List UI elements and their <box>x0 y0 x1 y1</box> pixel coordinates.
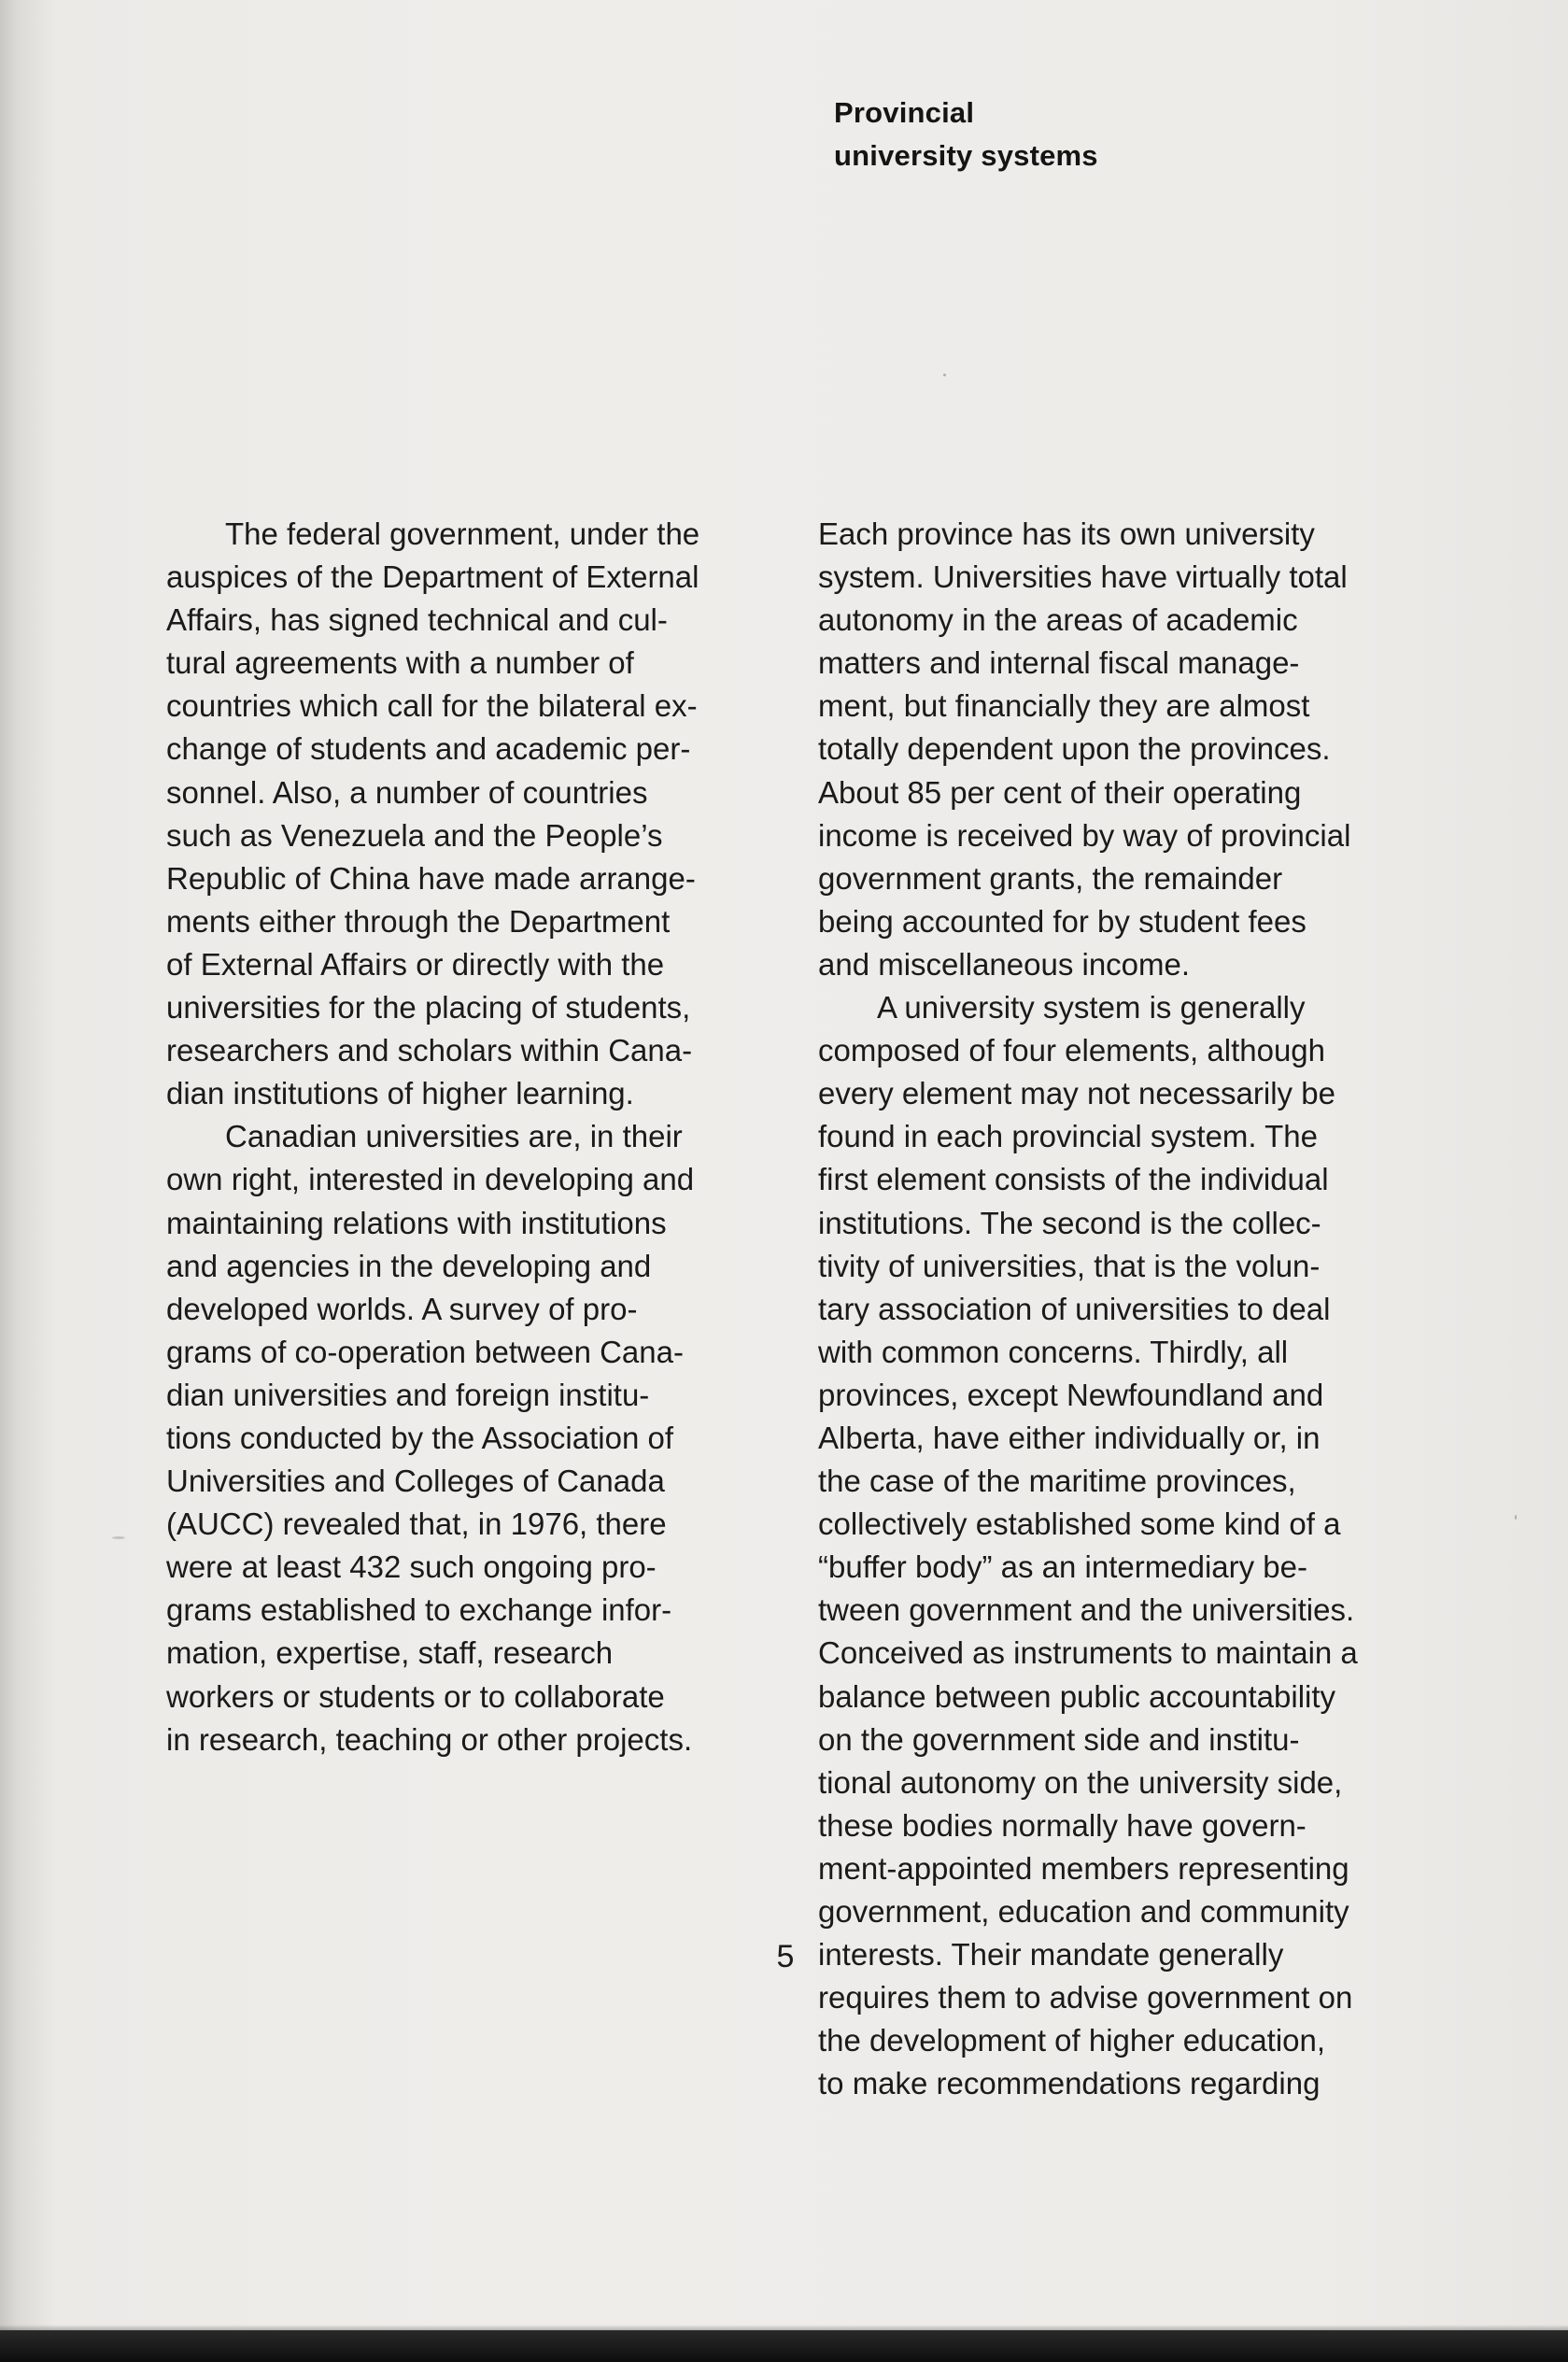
text-line: Universities and Colleges of Canada <box>166 1464 665 1499</box>
text-line: autonomy in the areas of academic <box>818 602 1298 638</box>
text-line: own right, interested in developing and <box>166 1162 695 1197</box>
text-line: composed of four elements, although <box>818 1033 1326 1068</box>
text-line: to make recommendations regarding <box>818 2066 1321 2101</box>
text-line: such as Venezuela and the People’s <box>166 817 663 853</box>
text-line: A university system is generally <box>877 990 1306 1025</box>
right-text-column <box>818 513 1490 2105</box>
text-line: researchers and scholars within Cana- <box>166 1033 693 1068</box>
text-line: Republic of China have made arrange- <box>166 860 696 896</box>
text-line: system. Universities have virtually total <box>818 559 1348 595</box>
text-line: countries which call for the bilateral ex- <box>166 688 698 724</box>
text-line: change of students and academic per- <box>166 731 691 767</box>
text-line: interests. Their mandate generally <box>818 1937 1284 1973</box>
text-line: matters and internal fiscal manage- <box>818 645 1300 681</box>
text-line: ments either through the Department <box>166 903 671 939</box>
text-line: tivity of universities, that is the volun- <box>818 1248 1321 1283</box>
text-line: on the government side and institu- <box>818 1721 1300 1757</box>
text-line: found in each provincial system. The <box>818 1119 1319 1154</box>
paper-speck <box>1515 1515 1517 1520</box>
text-line: universities for the placing of students, <box>166 990 691 1025</box>
text-line: first element consists of the individual <box>818 1162 1329 1197</box>
text-line: requires them to advise government on <box>818 1980 1353 2015</box>
text-line: totally dependent upon the provinces. <box>818 731 1331 767</box>
text-line: and agencies in the developing and <box>166 1248 652 1283</box>
text-line: developed worlds. A survey of pro- <box>166 1291 638 1326</box>
text-line: of External Affairs or directly with the <box>166 946 665 982</box>
text-line: being accounted for by student fees <box>818 903 1307 939</box>
heading-line-1: Provincial <box>834 96 975 129</box>
text-line: in research, teaching or other projects. <box>166 1721 693 1757</box>
text-line: workers or students or to collaborate <box>166 1678 665 1714</box>
text-line: grams established to exchange infor- <box>166 1592 672 1628</box>
text-line: Conceived as instruments to maintain a <box>818 1635 1358 1671</box>
text-line: balance between public accountability <box>818 1678 1336 1714</box>
paper-speck <box>112 1536 125 1539</box>
text-line: “buffer body” as an intermediary be- <box>818 1549 1307 1585</box>
text-line: ment, but financially they are almost <box>818 688 1310 724</box>
text-line: The federal government, under the <box>225 516 700 551</box>
paper-speck <box>943 374 946 376</box>
text-line: institutions. The second is the collec- <box>818 1205 1321 1240</box>
text-line: ment-appointed members representing <box>818 1850 1349 1886</box>
text-line: tional autonomy on the university side, <box>818 1764 1343 1800</box>
page-number: 5 <box>776 1939 795 1974</box>
text-line: the development of higher education, <box>818 2023 1326 2058</box>
text-line: with common concerns. Thirdly, all <box>818 1334 1289 1369</box>
text-line: Affairs, has signed technical and cul- <box>166 602 668 638</box>
text-line: Each province has its own university <box>818 516 1315 551</box>
text-line: (AUCC) revealed that, in 1976, there <box>166 1506 667 1542</box>
text-line: provinces, except Newfoundland and <box>818 1377 1324 1412</box>
text-line: and miscellaneous income. <box>818 946 1191 982</box>
text-line: tions conducted by the Association of <box>166 1420 674 1455</box>
heading-line-2: university systems <box>834 139 1098 172</box>
text-line: government grants, the remainder <box>818 860 1283 896</box>
text-line: mation, expertise, staff, research <box>166 1635 614 1671</box>
text-line: maintaining relations with institutions <box>166 1205 667 1240</box>
text-line: the case of the maritime provinces, <box>818 1464 1296 1499</box>
text-line: these bodies normally have govern- <box>818 1807 1307 1843</box>
text-line: tween government and the universities. <box>818 1592 1355 1628</box>
left-text-column <box>166 513 801 1761</box>
text-line: tary association of universities to deal <box>818 1291 1331 1326</box>
text-line: collectively established some kind of a <box>818 1506 1341 1542</box>
text-line: Canadian universities are, in their <box>225 1119 683 1154</box>
page-bottom-shadow <box>0 2330 1568 2362</box>
section-heading <box>834 92 1208 177</box>
text-line: were at least 432 such ongoing pro- <box>166 1549 657 1585</box>
text-line: dian institutions of higher learning. <box>166 1076 634 1111</box>
text-line: income is received by way of provincial <box>818 817 1351 853</box>
text-line: every element may not necessarily be <box>818 1076 1335 1111</box>
text-line: auspices of the Department of External <box>166 559 699 595</box>
text-line: sonnel. Also, a number of countries <box>166 774 648 810</box>
text-line: tural agreements with a number of <box>166 645 634 681</box>
text-line: dian universities and foreign institu- <box>166 1377 650 1412</box>
text-line: government, education and community <box>818 1894 1349 1929</box>
text-line: grams of co-operation between Cana- <box>166 1334 684 1369</box>
text-line: Alberta, have either individually or, in <box>818 1420 1321 1455</box>
text-line: About 85 per cent of their operating <box>818 774 1302 810</box>
